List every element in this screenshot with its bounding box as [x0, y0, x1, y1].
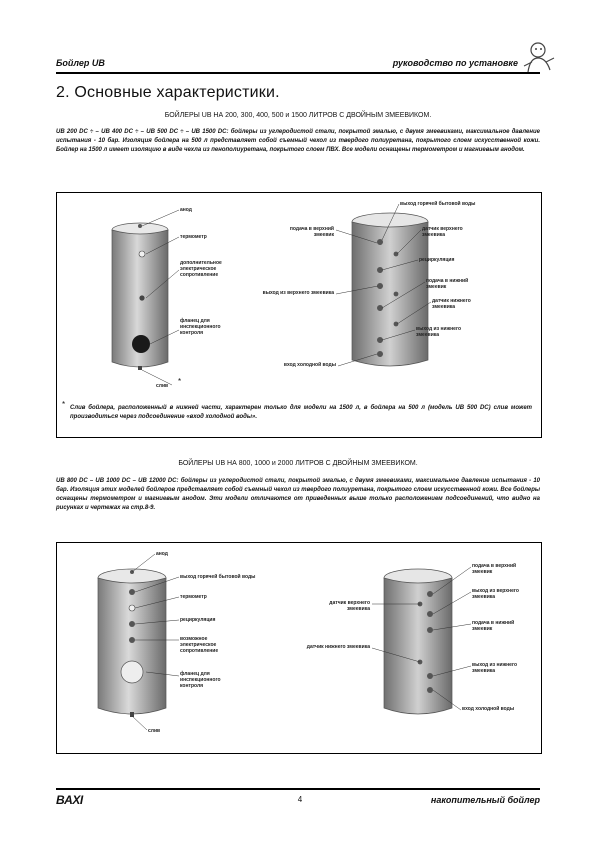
label-recirculation-large: рециркуляция — [180, 617, 216, 623]
page-number: 4 — [297, 795, 303, 804]
label-inspection-flange-large: фланец для инспекционного контроля — [180, 671, 221, 689]
label-electric-heater: дополнительное электрическое сопротивление — [180, 260, 222, 278]
label-upper-coil-supply: подача в верхний змеевик — [289, 226, 334, 238]
label-lower-coil-sensor-large: датчик нижнего змеевика — [306, 644, 370, 650]
label-anod-large: анод — [156, 551, 168, 557]
block1-subtitle: БОЙЛЕРЫ UB НА 200, 300, 400, 500 и 1500 ЛИТРОВ С ДВОЙНЫМ ЗМЕЕВИКОМ. — [164, 112, 432, 119]
drain-footnote-star: * — [178, 377, 182, 386]
section-title: 2. Основные характеристики. — [56, 84, 280, 101]
label-upper-coil-sensor: датчик верхнего змеевика — [422, 226, 463, 238]
block2-paragraph: UB 800 DC – UB 1000 DC – UB 12000 DC: бойлеры из углеродистой стали, покрытой эмалью, с двумя змеевиками, максимальное давление испытания - 10 бар. Изоляция этих моделей бойлеров представляет собой съемный чехол из твердого полиуретана, покрытого слоем искусственной кожи. Все бойлеры оснащены термометром и магниевым анодом. Эти модели отличаются от приведенных выше только расположением подсоединений, что видно на рисунках и чертежах на стр.8-9. — [56, 478, 540, 511]
block1-paragraph: UB 200 DC ÷ – UB 400 DC ÷ – UB 500 DC ÷ – UB 1500 DC: бойлеры из углеродистой стали, покрытой эмалью, с двумя змеевиками, максимальное давление испытания - 10 бар. Изоляция бойлера на 500 л представляет собой съемный чехол из твердого полиуретана, покрытого слоем искусственной кожи. Бойлер на 1500 л имеет изоляцию в виде чехла из пенополиуретана, покрытого слоем ПВХ. Все модели оснащены термометром и магниевым анодом. — [56, 129, 540, 153]
header-left-title: Бойлер UB — [56, 58, 105, 68]
label-inspection-flange: фланец для инспекционного контроля — [180, 318, 221, 336]
brand-logo: BAXI — [56, 793, 83, 807]
block1-footnote: Слив бойлера, расположенный в нижней части, характерен только для модели на 1500 л, в бойлера на 500 л (модель UB 500 DC) слив может производиться через подсоединение «вход холодной воды». — [70, 405, 532, 420]
label-lower-coil-sensor: датчик нижнего змеевика — [432, 298, 471, 310]
label-hot-water-outlet: выход горячей бытовой воды — [400, 201, 476, 207]
header-right-title: руководство по установке — [392, 58, 518, 68]
label-hot-water-outlet-large: выход горячей бытовой воды — [180, 574, 256, 580]
label-anod: анод — [180, 207, 192, 213]
footer-right-title: накопительный бойлер — [430, 795, 540, 805]
label-upper-coil-return: выход из верхнего змеевика — [262, 290, 334, 296]
label-lower-coil-return-large: выход из нижнего змеевика — [472, 662, 518, 674]
label-lower-coil-supply-large: подача в нижний змеевик — [472, 620, 515, 632]
label-drain: слив — [156, 383, 169, 389]
label-thermometer: термометр — [180, 234, 207, 240]
label-optional-heater: возможное электрическое сопротивление — [180, 636, 219, 654]
block2-subtitle: БОЙЛЕРЫ UB НА 800, 1000 и 2000 ЛИТРОВ С ДВОЙНЫМ ЗМЕЕВИКОМ. — [178, 460, 418, 467]
label-lower-coil-supply: подача в нижний змеевик — [426, 278, 469, 290]
footnote-star: * — [62, 400, 66, 409]
label-recirculation: рециркуляция — [419, 257, 455, 263]
label-thermometer-large: термометр — [180, 594, 207, 600]
label-upper-coil-supply-large: подача в верхний змеевик — [472, 563, 517, 575]
label-drain-large: слив — [148, 728, 161, 734]
label-upper-coil-return-large: выход из верхнего змеевика — [472, 588, 519, 600]
footer-divider — [56, 788, 540, 790]
label-upper-coil-sensor-large: датчик верхнего змеевика — [329, 600, 370, 612]
label-cold-water-inlet-large: вход холодной воды — [462, 706, 515, 712]
label-cold-water-inlet: вход холодной воды — [283, 362, 336, 368]
label-lower-coil-return: выход из нижнего змеевика — [416, 326, 462, 338]
